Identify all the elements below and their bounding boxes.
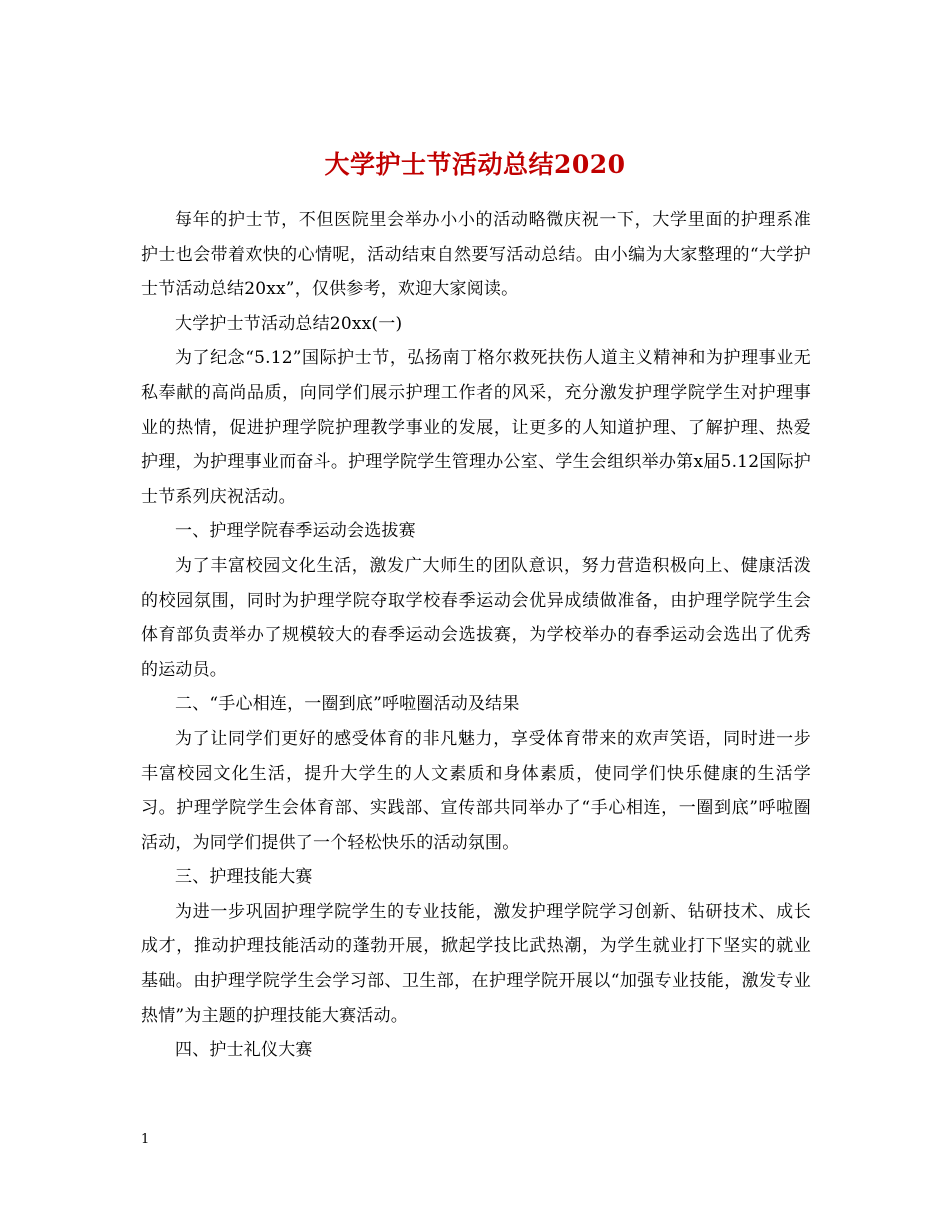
page-number: 1: [141, 1132, 150, 1147]
document-body: [141, 203, 811, 1068]
section-heading-hula-hoop: 二、“手心相连，一圈到底”呼啦圈活动及结果: [175, 694, 520, 715]
section-heading-etiquette-contest: 四、护士礼仪大赛: [175, 1040, 313, 1061]
section-heading-skills-contest: 三、护理技能大赛: [175, 867, 313, 888]
paragraph-sports-meet: 为了丰富校园文化生活，激发广大师生的团队意识，努力营造积极向上、健康活泼的校园氛围，同时为护理学院夺取学校春季运动会优异成绩做准备，由护理学院学生会体育部负责举办了规模较大的春季运动会选拔赛，为学校举办的春季运动会选出了优秀的运动员。: [141, 555, 811, 680]
paragraph-hula-hoop: 为了让同学们更好的感受体育的非凡魅力，享受体育带来的欢声笑语，同时进一步丰富校园文化生活，提升大学生的人文素质和身体素质，使同学们快乐健康的生活学习。护理学院学生会体育部、实践部、宣传部共同举办了“手心相连，一圈到底”呼啦圈活动，为同学们提供了一个轻松快乐的活动氛围。: [141, 728, 811, 853]
section-heading-sports-meet: 一、护理学院春季运动会选拔赛: [175, 521, 416, 542]
paragraph-background: 为了纪念“5.12”国际护士节，弘扬南丁格尔救死扶伤人道主义精神和为护理事业无私奉献的高尚品质，向同学们展示护理工作者的风采，充分激发护理学院学生对护理事业的热情，促进护理学院护理教学事业的发展，让更多的人知道护理、了解护理、热爱护理，为护理事业而奋斗。护理学院学生管理办公室、学生会组织举办第x届5.12国际护士节系列庆祝活动。: [141, 348, 811, 507]
section-heading-part-one: 大学护士节活动总结20xx(一): [175, 313, 403, 334]
paragraph-skills-contest: 为进一步巩固护理学院学生的专业技能，激发护理学院学习创新、钻研技术、成长成才，推动护理技能活动的蓬勃开展，掀起学技比武热潮，为学生就业打下坚实的就业基础。由护理学院学生会学习部、卫生部，在护理学院开展以“加强专业技能，激发专业热情”为主题的护理技能大赛活动。: [141, 901, 811, 1026]
paragraph-intro: 每年的护士节，不但医院里会举办小小的活动略微庆祝一下，大学里面的护理系准护士也会带着欢快的心情呢，活动结束自然要写活动总结。由小编为大家整理的“大学护士节活动总结20xx”，仅供参考，欢迎大家阅读。: [141, 210, 811, 300]
document-title: 大学护士节活动总结2020: [324, 149, 626, 179]
